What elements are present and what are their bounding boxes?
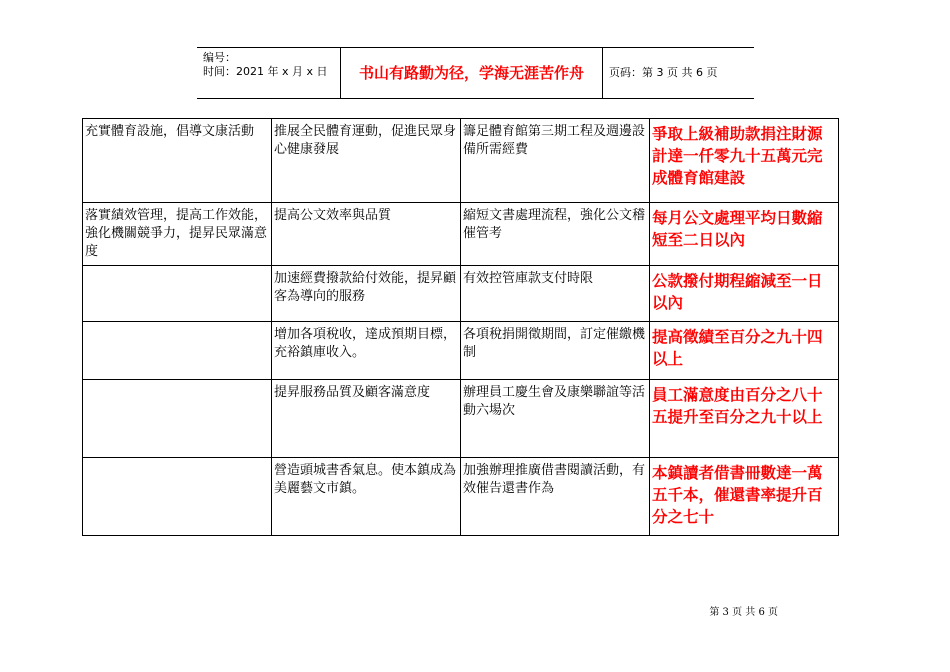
strategy-cell: 提昇服務品質及顧客滿意度 bbox=[272, 380, 461, 458]
target-cell: 爭取上級補助款捐注財源計達一仟零九十五萬元完成體育館建設 bbox=[650, 119, 839, 203]
goal-cell bbox=[83, 380, 272, 458]
plan-table bbox=[82, 118, 839, 536]
goal-cell: 充實體育設施，倡導文康活動 bbox=[83, 119, 272, 203]
table-row bbox=[83, 119, 839, 203]
measure-cell: 縮短文書處理流程，強化公文稽催管考 bbox=[461, 203, 650, 266]
table-row bbox=[83, 266, 839, 322]
target-cell: 員工滿意度由百分之八十五提升至百分之九十以上 bbox=[650, 380, 839, 458]
header-motto: 书山有路勤为径，学海无涯苦作舟 bbox=[341, 48, 603, 98]
target-cell: 本鎮讀者借書冊數達一萬五千本，催還書率提升百分之七十 bbox=[650, 458, 839, 536]
strategy-cell: 提高公文效率與品質 bbox=[272, 203, 461, 266]
measure-cell: 加強辦理推廣借書閱讀活動，有效催告還書作為 bbox=[461, 458, 650, 536]
table-row bbox=[83, 203, 839, 266]
measure-cell: 有效控管庫款支付時限 bbox=[461, 266, 650, 322]
header-time: 时间：2021 年 x 月 x 日 bbox=[203, 65, 328, 78]
table-row bbox=[83, 322, 839, 380]
strategy-cell: 營造頭城書香氣息。使本鎮成為美麗藝文市鎮。 bbox=[272, 458, 461, 536]
target-cell: 每月公文處理平均日數縮短至二日以內 bbox=[650, 203, 839, 266]
header-meta bbox=[197, 48, 341, 98]
table-row bbox=[83, 380, 839, 458]
header-number: 编号： bbox=[203, 51, 236, 64]
goal-cell: 落實績效管理，提高工作效能，強化機關競爭力，提昇民眾滿意度 bbox=[83, 203, 272, 266]
table-row bbox=[83, 458, 839, 536]
page-header bbox=[197, 47, 754, 99]
target-cell: 提高徵績至百分之九十四以上 bbox=[650, 322, 839, 380]
measure-cell: 辦理員工慶生會及康樂聯誼等活動六場次 bbox=[461, 380, 650, 458]
strategy-cell: 加速經費撥款給付效能，提昇顧客為導向的服務 bbox=[272, 266, 461, 322]
header-page-number: 页码：第 3 页 共 6 页 bbox=[609, 66, 718, 79]
strategy-cell: 增加各項稅收，達成預期目標，充裕鎮庫收入。 bbox=[272, 322, 461, 380]
page-footer: 第 3 页 共 6 页 bbox=[709, 607, 778, 618]
goal-cell bbox=[83, 266, 272, 322]
target-cell: 公款撥付期程縮減至一日以內 bbox=[650, 266, 839, 322]
goal-cell bbox=[83, 322, 272, 380]
measure-cell: 籌足體育館第三期工程及週邊設備所需經費 bbox=[461, 119, 650, 203]
strategy-cell: 推展全民體育運動，促進民眾身心健康發展 bbox=[272, 119, 461, 203]
measure-cell: 各項稅捐開徵期間，訂定催繳機制 bbox=[461, 322, 650, 380]
goal-cell bbox=[83, 458, 272, 536]
